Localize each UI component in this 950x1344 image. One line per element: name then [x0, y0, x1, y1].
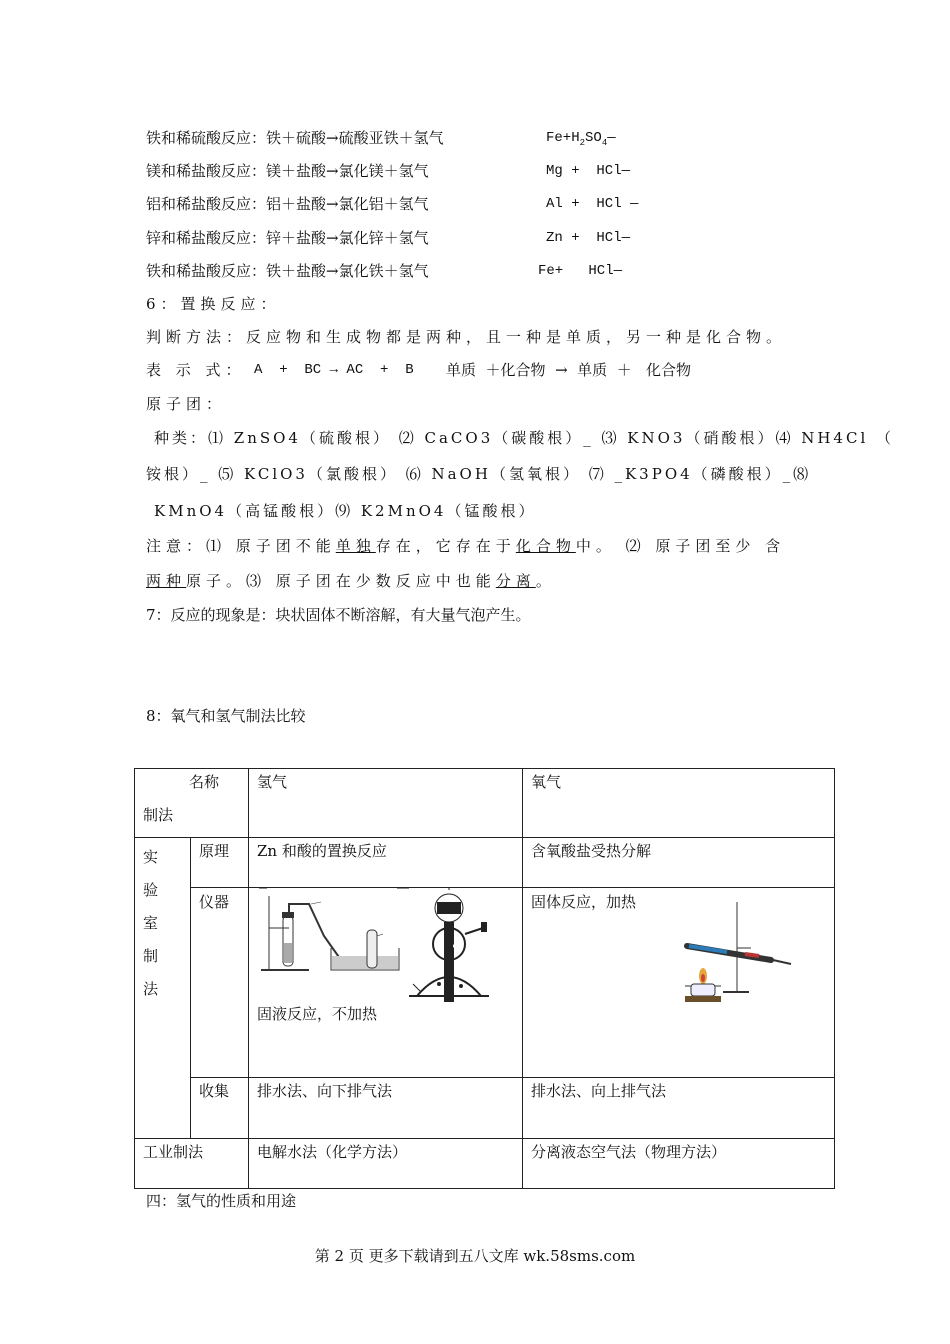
apparatus-o2-cell [523, 888, 835, 1078]
atom-group-title: 原子团： [146, 395, 227, 413]
reaction-4: 锌和稀盐酸反应：锌＋盐酸→氯化锌＋氢气 [146, 229, 429, 247]
sec8-title: 8：氧气和氢气制法比较 [146, 707, 306, 725]
principle-label: 原理 [191, 838, 249, 888]
reaction-5: 铁和稀盐酸反应：铁＋盐酸→氯化铁＋氢气 [146, 262, 429, 280]
reaction-formula: Mg + HCl— [546, 163, 631, 179]
lab-method-label: 实 验 室 制 法 [135, 838, 191, 1139]
table-header-corner: 名称 制法 [135, 769, 249, 838]
sec7: 7：反应的现象是：块状固体不断溶解，有大量气泡产生。 [146, 606, 531, 624]
expr-words: 单质 ＋化合物 → 单质 ＋ 化合物 [446, 361, 692, 379]
expr-formula: A + BC → AC + B [254, 362, 414, 378]
sec6-judge: 判断方法：反应物和生成物都是两种，且一种是单质，另一种是化合物。 [146, 328, 787, 346]
collect-label: 收集 [191, 1078, 249, 1139]
header-h2: 氢气 [249, 769, 523, 838]
reaction-formula: Al + HCl — [546, 196, 639, 212]
apparatus-h2-note: 固液反应，不加热 [257, 1005, 378, 1023]
apparatus-o2-note: 固体反应，加热 [531, 893, 637, 911]
note-line-1: 注意：⑴ 原子团不能单独存在，它存在于化合物中。 ⑵ 原子团至少 含 [146, 537, 786, 555]
kinds-line-2: 铵根）_ ⑸ KClO3（氯酸根） ⑹ NaOH（氢氧根） ⑺ _K3PO4（磷酸根）_⑻ [146, 465, 812, 483]
principle-o2: 含氧酸盐受热分解 [523, 838, 835, 888]
sec6-title: 6：置换反应： [146, 295, 281, 313]
industry-label: 工业制法 [135, 1139, 249, 1189]
reaction-1 [146, 128, 444, 148]
principle-h2: Zn 和酸的置换反应 [249, 838, 523, 888]
oxygen-apparatus-illustration [523, 888, 835, 1078]
reaction-text: 铁和稀硫酸反应：铁＋硫酸→硫酸亚铁＋氢气 [146, 129, 444, 147]
kinds-line-3: KMnO4（高锰酸根）⑼ K2MnO4（锰酸根） [154, 502, 537, 520]
apparatus-label: 仪器 [191, 888, 249, 1078]
collect-o2: 排水法、向上排气法 [523, 1078, 835, 1139]
header-o2: 氧气 [523, 769, 835, 838]
industry-h2: 电解水法（化学方法） [249, 1139, 523, 1189]
industry-o2: 分离液态空气法（物理方法） [523, 1139, 835, 1189]
page-footer: 第 2 页 更多下载请到五八文库 wk.58sms.com [314, 1247, 636, 1265]
reaction-formula: Fe+ HCl— [538, 263, 623, 279]
kinds-line-1: 种类：⑴ ZnSO4（硫酸根） ⑵ CaCO3（碳酸根）_ ⑶ KNO3（硝酸根）⑷ NH4Cl （ [154, 429, 895, 447]
reaction-formula: Zn + HCl— [546, 230, 631, 246]
comparison-table [134, 768, 835, 1189]
collect-h2: 排水法、向下排气法 [249, 1078, 523, 1139]
apparatus-h2-cell [249, 888, 523, 1078]
reaction-3: 铝和稀盐酸反应：铝＋盐酸→氯化铝＋氢气 [146, 195, 429, 213]
sec4-title: 四：氢气的性质和用途 [146, 1192, 297, 1210]
hydrogen-apparatus-illustration [249, 888, 523, 1078]
sec6-expression: 表 示 式： [146, 361, 246, 379]
reaction-formula: $Fe+H_2SO_4—$ [546, 130, 616, 148]
reaction-2: 镁和稀盐酸反应：镁＋盐酸→氯化镁＋氢气 [146, 162, 429, 180]
note-line-2: 两种原子。⑶ 原子团在少数反应中也能分离。 [146, 572, 556, 590]
